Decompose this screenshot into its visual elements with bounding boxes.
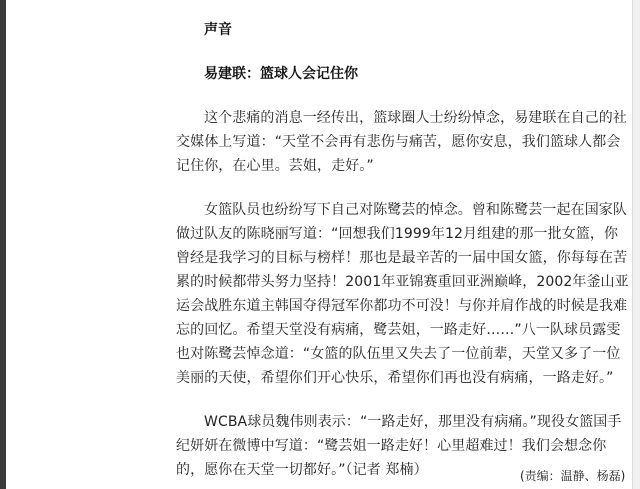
paragraph-3: WCBA球员魏伟则表示：“一路走好，那里没有病痛。”现役女篮国手纪妍妍在微博中写道：“鹭芸姐一路走好！心里超难过！我们会想念你的，愿你在天堂一切都好。”（记者 郑楠）: [176, 414, 622, 478]
scrollbar-track[interactable]: [632, 0, 640, 489]
section-title: 声音: [204, 22, 232, 38]
editor-credit: (责编：温静、杨磊): [520, 469, 626, 483]
paragraph-1: 这个悲痛的消息一经传出，篮球圈人士纷纷悼念，易建联在自己的社交媒体上写道：“天堂不会再有悲伤与痛苦，愿你安息，我们篮球人都会记住你，在心里。芸姐，走好。”: [176, 110, 627, 174]
paragraph-2: 女篮队员也纷纷写下自己对陈鹭芸的悼念。曾和陈鹭芸一起在国家队做过队友的陈晓丽写道：“回想我们1999年12月组建的那一批女篮，你曾经是我学习的目标与榜样！那也是最辛苦的一届中国女篮，你每每在苦累的时候都带头努力坚持！2001年亚锦赛重回亚洲巅峰，2002年釜山亚运会战胜东道主韩国夺得冠军你都功不可没！与你并肩作战的时候是我难忘的回忆。希望天堂没有病痛，鹭芸姐，一路走好……”八一队球员露雯也对陈鹭芸悼念道：“女篮的队伍里又失去了一位前辈，天堂又多了一位美丽的天使，希望你们开心快乐，希望你们再也没有病痛，一路走好。”: [176, 202, 629, 386]
article-subhead: 易建联：篮球人会记住你: [204, 66, 358, 82]
article-body: [176, 18, 631, 489]
left-border: [0, 0, 6, 489]
